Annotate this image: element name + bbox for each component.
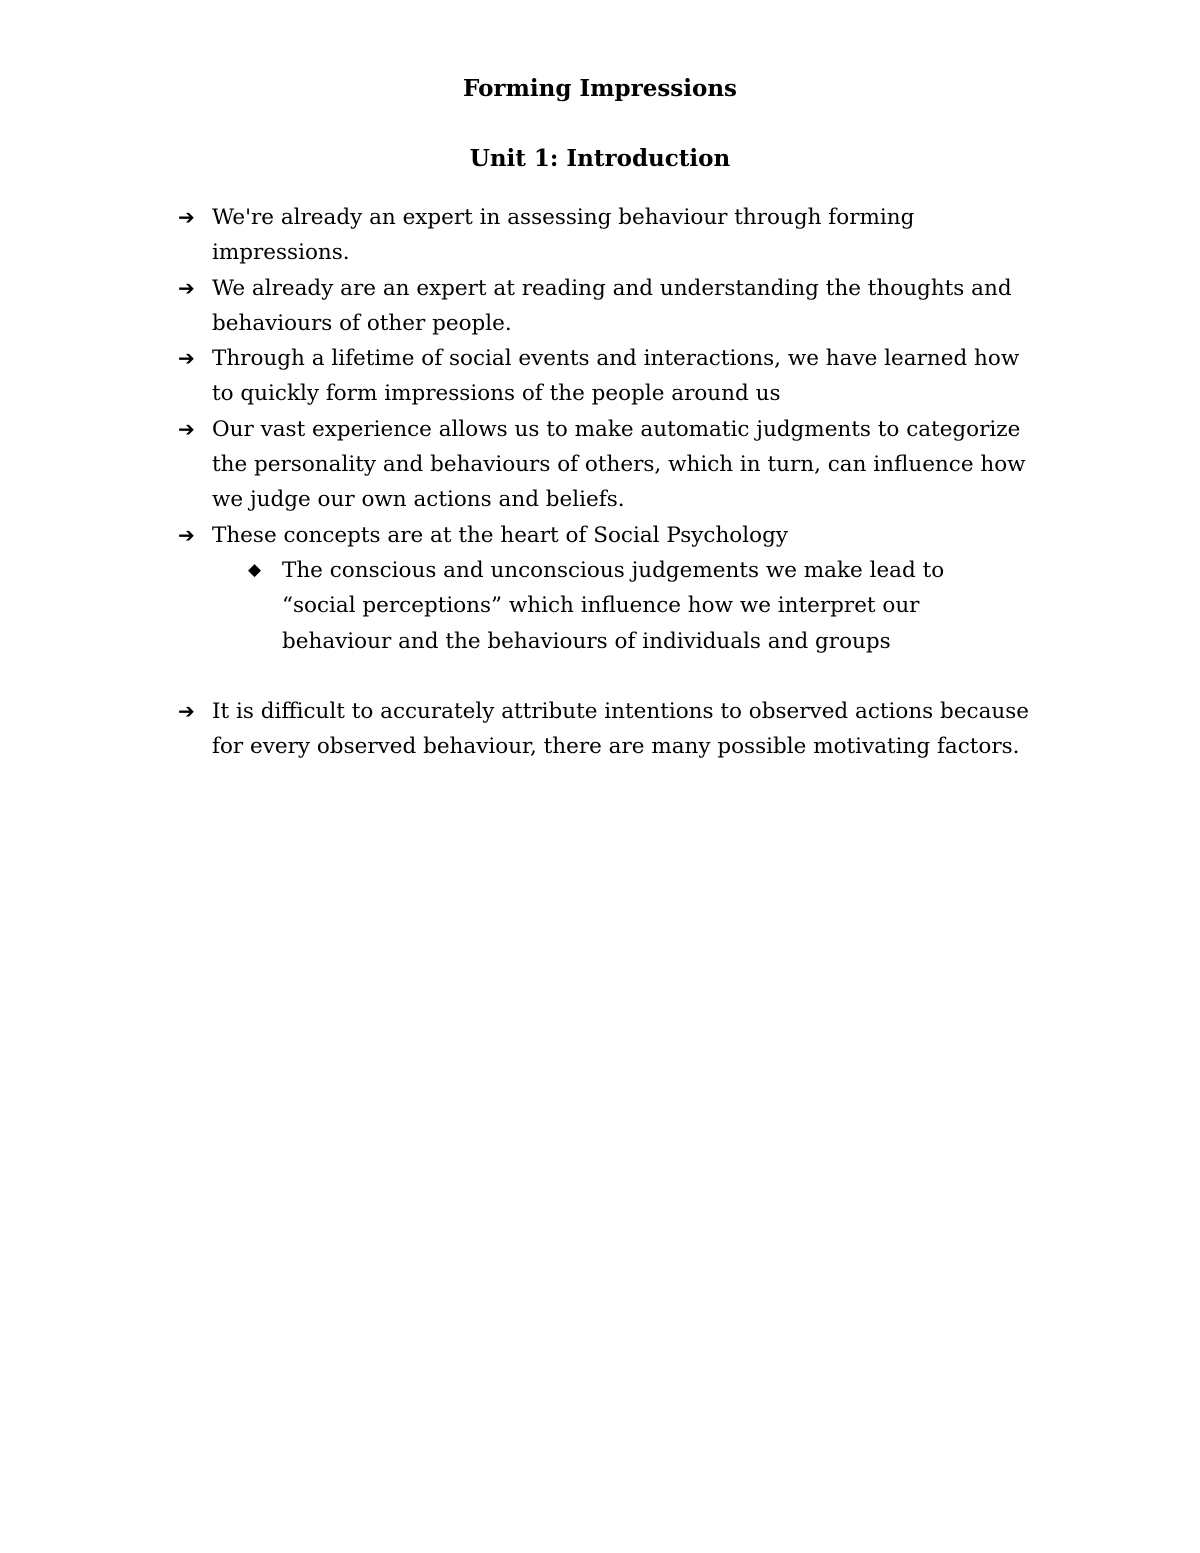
list-item bbox=[0, 694, 1042, 765]
bullet-list bbox=[0, 200, 1200, 764]
sub-list-item bbox=[248, 553, 1012, 659]
list-item-text: Our vast experience allows us to make automatic judgments to categorize the personality and behaviours of others, which in turn, can influence how we judge our own actions and beliefs. bbox=[212, 416, 1026, 513]
list-item-text: Through a lifetime of social events and interactions, we have learned how to quickly form impressions of the people around us bbox=[212, 346, 1020, 407]
list-item-text: It is difficult to accurately attribute intentions to observed actions because for every observed behaviour, there are many possible motivating factors. bbox=[212, 698, 1029, 760]
list-item bbox=[0, 341, 1042, 412]
arrow-bullet-icon: ➔ bbox=[178, 522, 195, 547]
diamond-bullet-icon: ◆ bbox=[248, 559, 262, 580]
sub-list-item-text: The conscious and unconscious judgements we make lead to “social perceptions” which influence how we interpret our behaviour and the behaviours of individuals and groups bbox=[282, 557, 945, 654]
arrow-bullet-icon: ➔ bbox=[178, 205, 195, 229]
document-title: Forming Impressions bbox=[463, 75, 737, 102]
arrow-bullet-icon: ➔ bbox=[178, 275, 195, 300]
arrow-bullet-icon: ➔ bbox=[178, 416, 195, 441]
list-item-text: These concepts are at the heart of Social Psychology bbox=[212, 522, 788, 548]
list-item bbox=[0, 200, 1042, 271]
list-item-text: We're already an expert in assessing behaviour through forming impressions. bbox=[212, 205, 915, 266]
document-subtitle: Unit 1: Introduction bbox=[469, 145, 731, 172]
list-item-text: We already are an expert at reading and understanding the thoughts and behaviours of other people. bbox=[212, 275, 1012, 336]
sub-bullet-list bbox=[212, 553, 1042, 659]
list-item bbox=[0, 271, 1042, 342]
arrow-bullet-icon: ➔ bbox=[178, 346, 195, 371]
list-item bbox=[0, 412, 1042, 518]
arrow-bullet-icon: ➔ bbox=[178, 698, 195, 723]
list-item bbox=[0, 518, 1042, 659]
